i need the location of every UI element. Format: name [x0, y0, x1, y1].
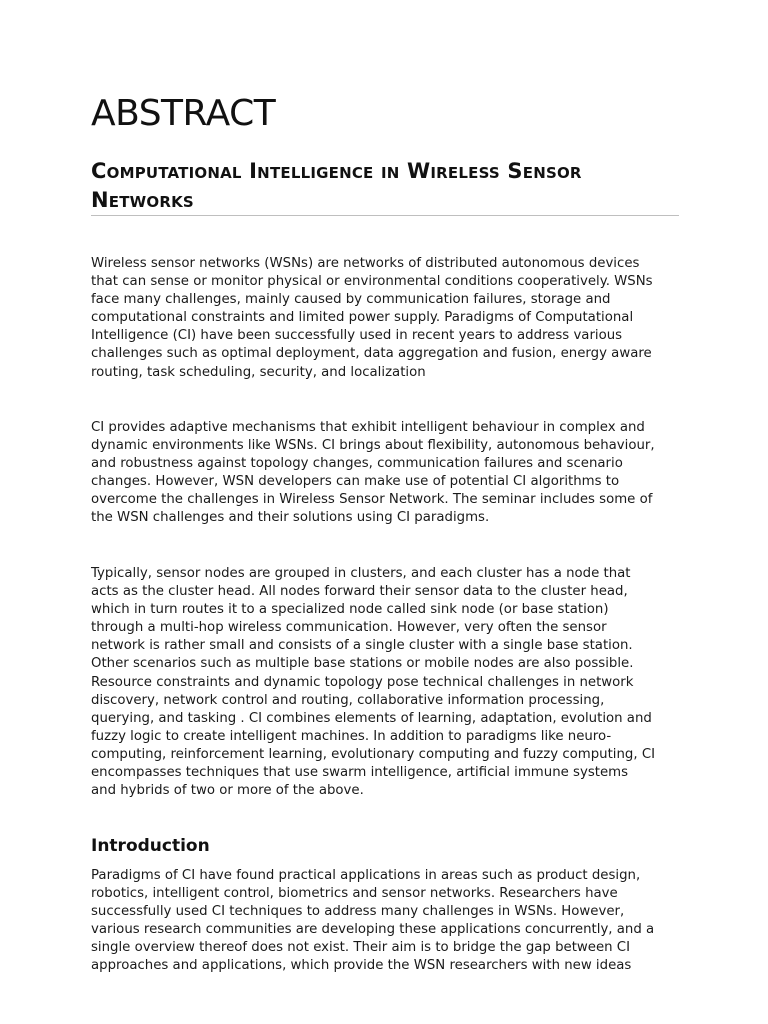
abstract-paragraph-3: Typically, sensor nodes are grouped in clusters, and each cluster has a node that acts as the cluster head. All nodes forward their sensor data to the cluster head, which in turn routes it to a specialized node called sink node (or base station) through a multi-hop wireless communication. However, very often the sensor network is rather small and consists of a single cluster with a single base station. Other scenarios such as multiple base stations or mobile nodes are also possible. Resource constraints and dynamic topology pose technical challenges in network discovery, network control and routing, collaborative information processing, querying, and tasking . CI combines elements of learning, adaptation, evolution and fuzzy logic to create intelligent machines. In addition to paradigms like neuro- computing, reinforcement learning, evolutionary computing and fuzzy computing, CI encompasses techniques that use swarm intelligence, artificial immune systems and hybrids of two or more of the above. [91, 566, 656, 799]
title-divider [91, 215, 679, 216]
document-page [91, 0, 679, 1024]
document-subtitle: Computational Intelligence in Wireless Sensor Networks [91, 159, 582, 212]
introduction-paragraph: Paradigms of CI have found practical applications in areas such as product design, robotics, intelligent control, biometrics and sensor networks. Researchers have successfully used CI techniques to address many challenges in WSNs. However, various research communities are developing these applications concurrently, and a single overview thereof does not exist. Their aim is to bridge the gap between CI approaches and applications, which provide the WSN researchers with new ideas [91, 868, 655, 974]
introduction-heading: Introduction [91, 836, 210, 856]
document-title: ABSTRACT [91, 93, 276, 134]
abstract-paragraph-2: CI provides adaptive mechanisms that exhibit intelligent behaviour in complex and dynamic environments like WSNs. CI brings about flexibility, autonomous behaviour, and robustness against topology changes, communication failures and scenario changes. However, WSN developers can make use of potential CI algorithms to overcome the challenges in Wireless Sensor Network. The seminar includes some of the WSN challenges and their solutions using CI paradigms. [91, 420, 655, 526]
abstract-paragraph-1: Wireless sensor networks (WSNs) are networks of distributed autonomous devices that can sense or monitor physical or environmental conditions cooperatively. WSNs face many challenges, mainly caused by communication failures, storage and computational constraints and limited power supply. Paradigms of Computational Intelligence (CI) have been successfully used in recent years to address various challenges such as optimal deployment, data aggregation and fusion, energy aware routing, task scheduling, security, and localization [91, 256, 653, 380]
